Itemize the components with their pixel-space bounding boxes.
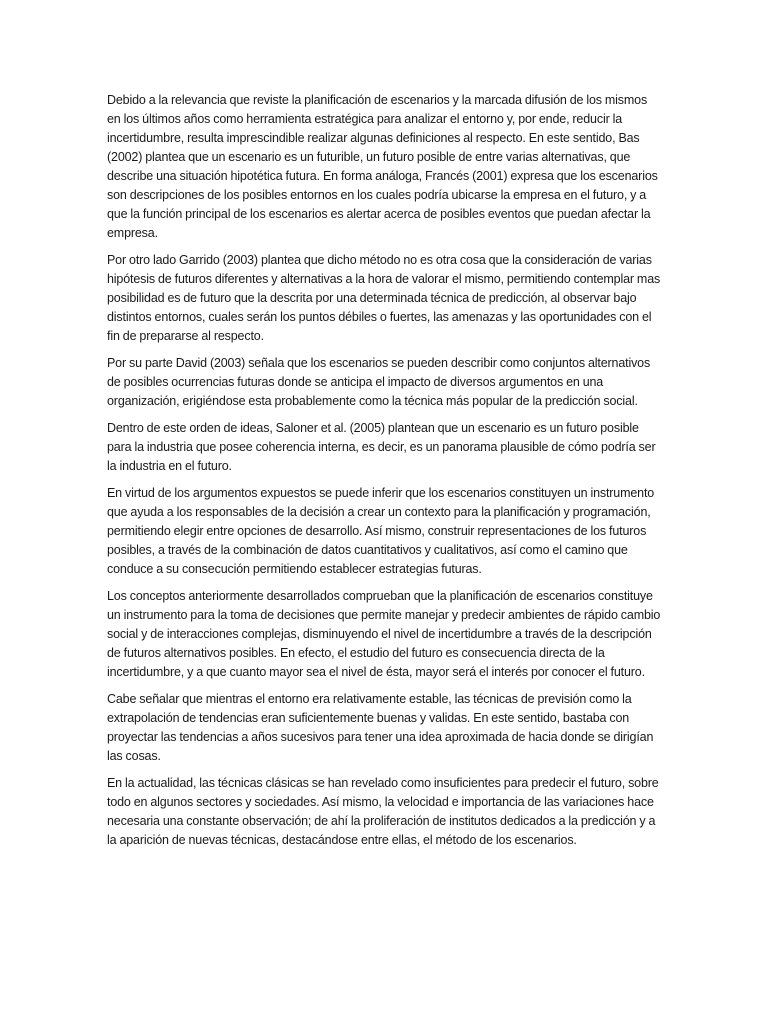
paragraph: Dentro de este orden de ideas, Saloner et al. (2005) plantean que un escenario es un futuro posible para la industria que posee coherencia interna, es decir, es un panorama plausible de cómo podría ser la industria en el futuro.	[107, 421, 656, 473]
paragraph: Los conceptos anteriormente desarrollados comprueban que la planificación de escenarios constituye un instrumento para la toma de decisiones que permite manejar y predecir ambientes de rápido cambio social y de interacciones complejas, disminuyendo el nivel de incertidumbre a través de la descripción de futuros alternativos posibles. En efecto, el estudio del futuro es consecuencia directa de la incertidumbre, y a que cuanto mayor sea el nivel de ésta, mayor será el interés por conocer el futuro.	[107, 589, 661, 679]
paragraph: Cabe señalar que mientras el entorno era relativamente estable, las técnicas de previsión como la extrapolación de tendencias eran suficientemente buenas y validas. En este sentido, bastaba con proyectar las tendencias a años sucesivos para tener una idea aproximada de hacia donde se dirigían las cosas.	[107, 692, 654, 763]
document-page	[107, 91, 663, 858]
paragraph: En la actualidad, las técnicas clásicas se han revelado como insuficientes para predecir el futuro, sobre todo en algunos sectores y sociedades. Así mismo, la velocidad e importancia de las variaciones hace necesaria una constante observación; de ahí la proliferación de institutos dedicados a la predicción y a la aparición de nuevas técnicas, destacándose entre ellas, el método de los escenarios.	[107, 776, 659, 847]
paragraph: Debido a la relevancia que reviste la planificación de escenarios y la marcada difusión de los mismos en los últimos años como herramienta estratégica para analizar el entorno y, por ende, reducir la incertidumbre, resulta imprescindible realizar algunas definiciones al respecto. En este sentido, Bas (2002) plantea que un escenario es un futurible, un futuro posible de entre varias alternativas, que describe una situación hipotética futura. En forma análoga, Francés (2001) expresa que los escenarios son descripciones de los posibles entornos en los cuales podría ubicarse la empresa en el futuro, y a que la función principal de los escenarios es alertar acerca de posibles eventos que puedan afectar la empresa.	[107, 93, 658, 240]
paragraph: Por otro lado Garrido (2003) plantea que dicho método no es otra cosa que la consideración de varias hipótesis de futuros diferentes y alternativas a la hora de valorar el mismo, permitiendo contemplar mas posibilidad es de futuro que la descrita por una determinada técnica de predicción, al observar bajo distintos entornos, cuales serán los puntos débiles o fuertes, las amenazas y las oportunidades con el fin de prepararse al respecto.	[107, 253, 661, 343]
paragraph: En virtud de los argumentos expuestos se puede inferir que los escenarios constituyen un instrumento que ayuda a los responsables de la decisión a crear un contexto para la planificación y programación, permitiendo elegir entre opciones de desarrollo. Así mismo, construir representaciones de los futuros posibles, a través de la combinación de datos cuantitativos y cualitativos, así como el camino que conduce a su consecución permitiendo establecer estrategias futuras.	[107, 486, 655, 576]
paragraph: Por su parte David (2003) señala que los escenarios se pueden describir como conjuntos alternativos de posibles ocurrencias futuras donde se anticipa el impacto de diversos argumentos en una organización, erigiéndose esta probablemente como la técnica más popular de la predicción social.	[107, 356, 651, 408]
